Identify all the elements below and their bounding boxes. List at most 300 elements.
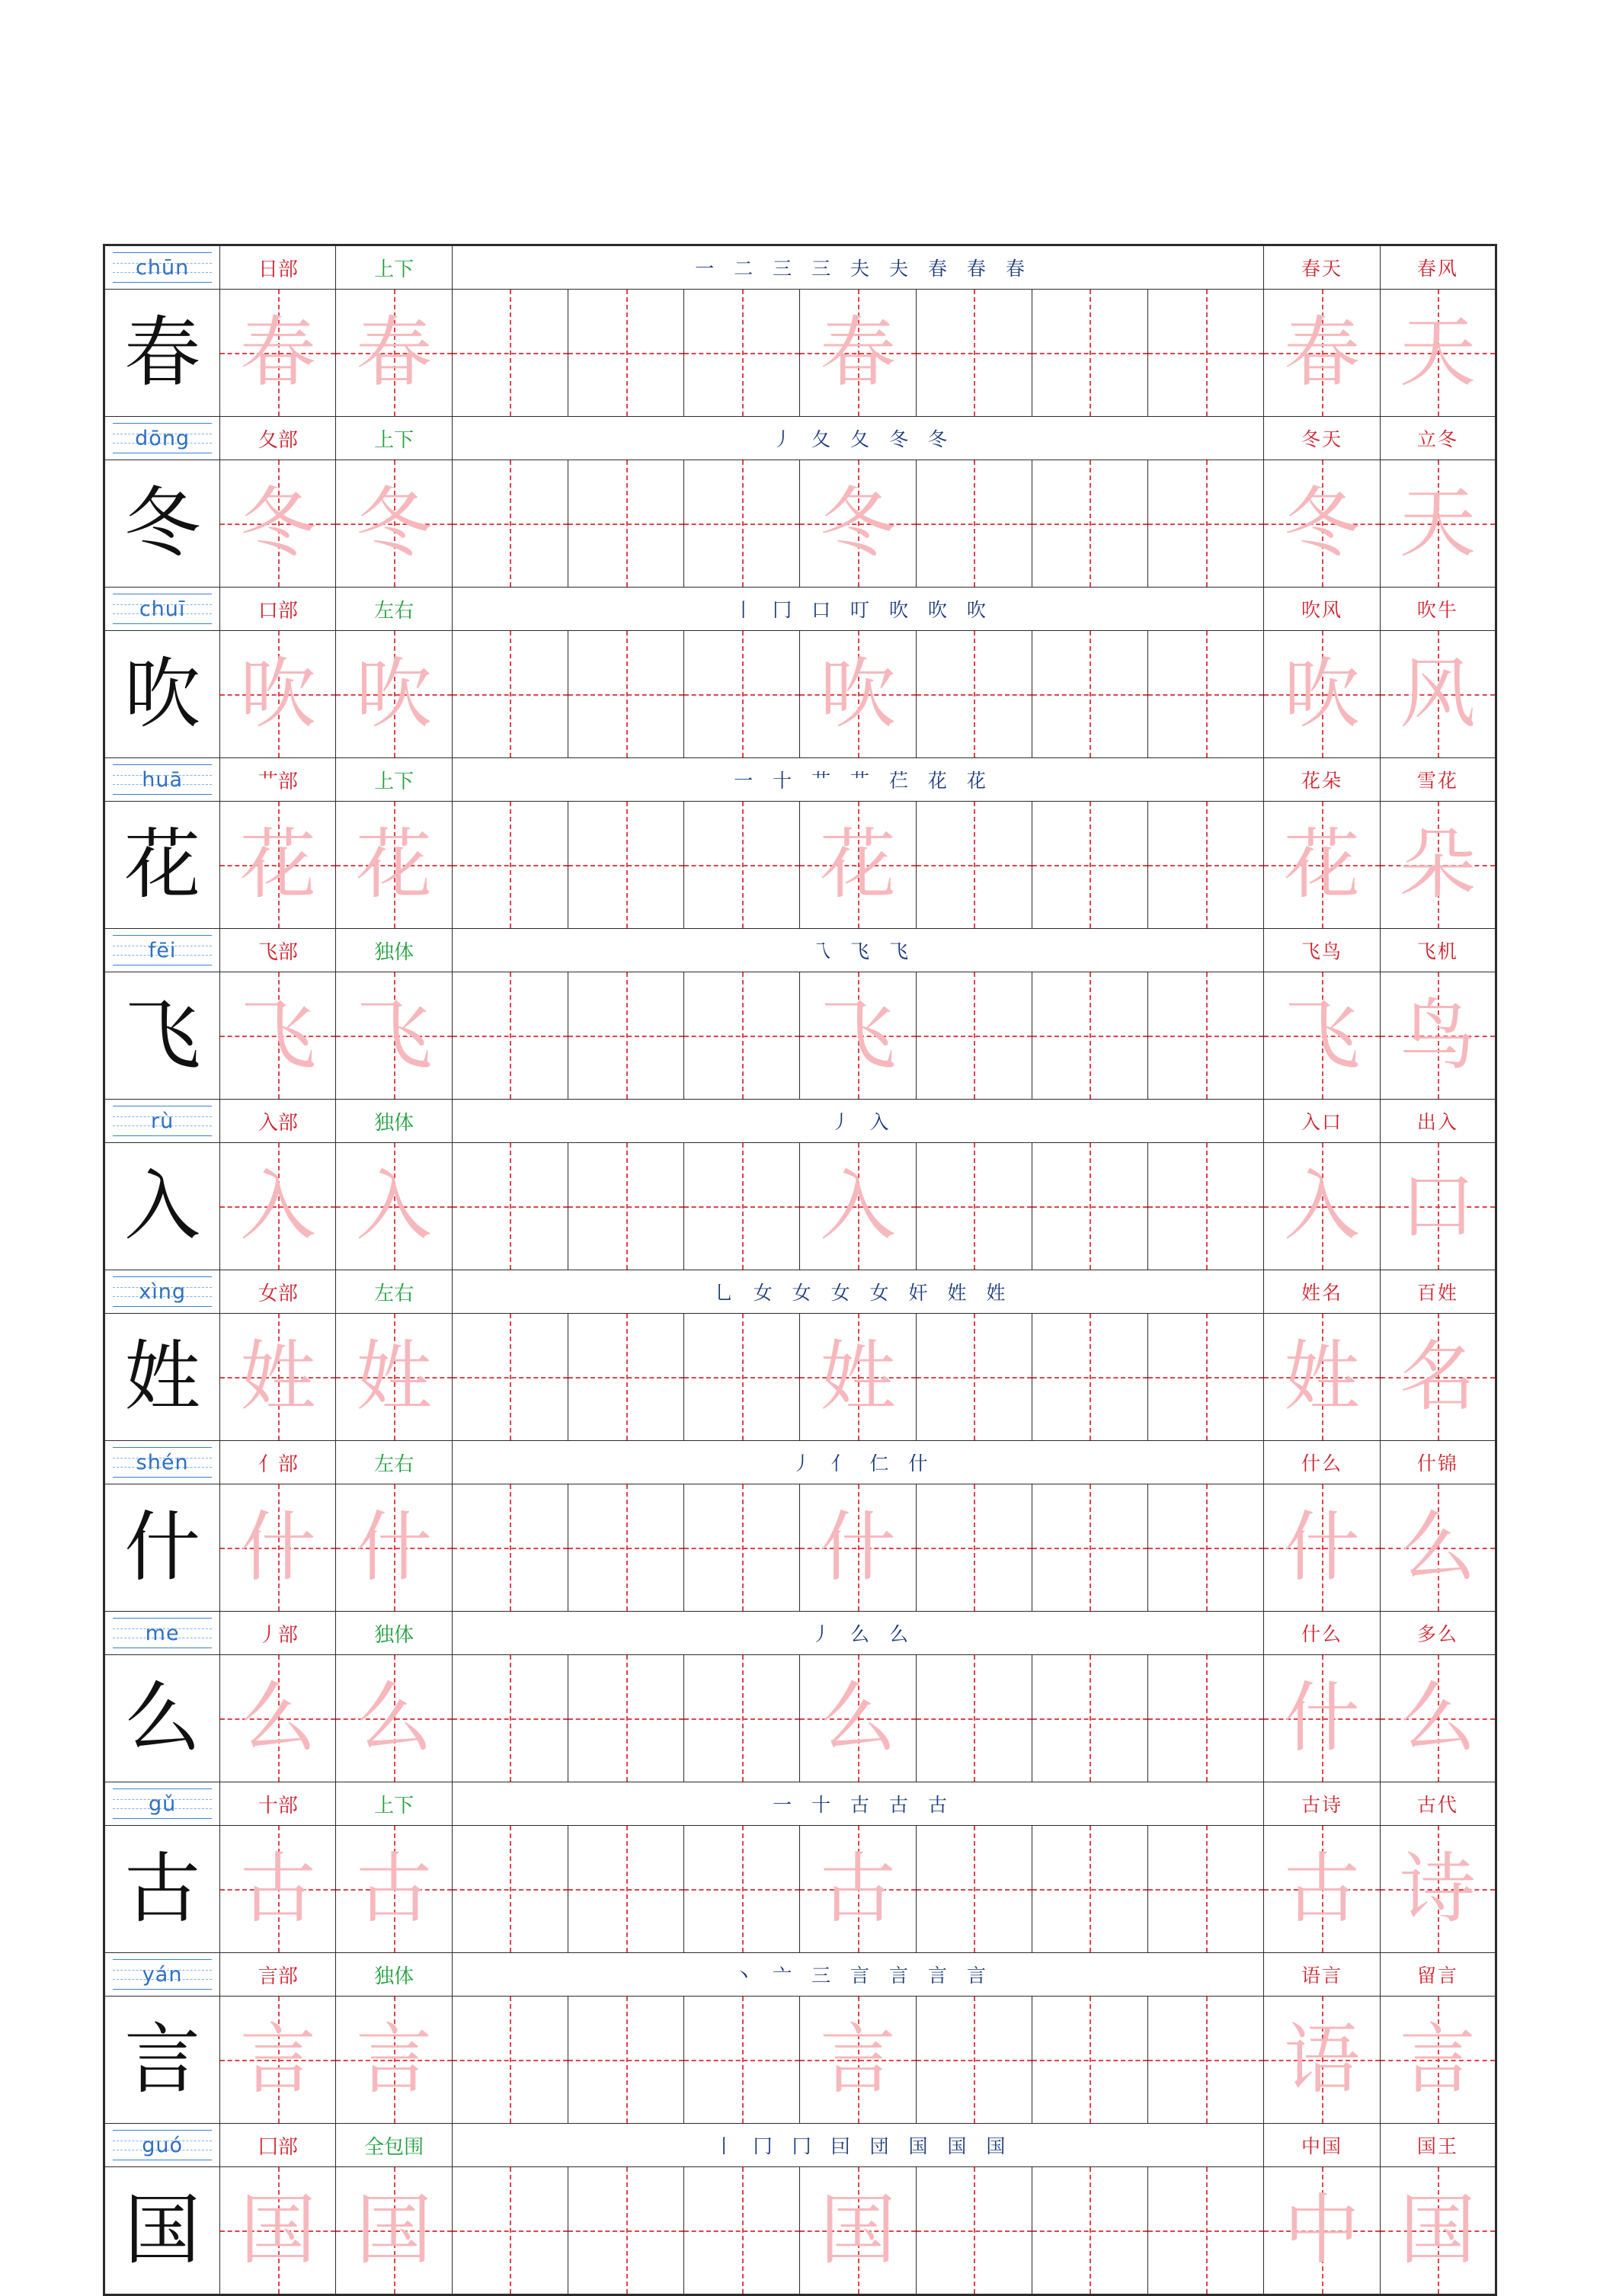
character-practice-row [104,2167,1496,2295]
trace-character-cell[interactable] [800,972,916,1100]
model-character: 入 [124,1161,201,1250]
grid-horizontal-guide [684,2230,799,2232]
structure-cell [336,588,452,631]
empty-practice-cell[interactable] [1032,1655,1147,1782]
trace-character-cell[interactable] [800,631,916,758]
empty-practice-cell[interactable] [568,1314,683,1441]
word-character-cell[interactable] [1380,460,1496,588]
empty-practice-cell[interactable] [568,972,683,1100]
model-character-cell [104,1826,220,1953]
trace-character: 言 [820,2015,897,2104]
radical-cell [220,1782,336,1826]
pinyin-text: rù [151,1109,174,1133]
trace-character-cell[interactable] [336,802,452,929]
word-text: 什么 [1301,1623,1343,1645]
word-text: 国王 [1416,2135,1458,2157]
radical-cell [220,1953,336,1997]
grid-vertical-guide [1206,1655,1208,1782]
pinyin-text: chuī [139,597,186,621]
structure-text: 上下 [374,428,414,452]
grid-vertical-guide [742,802,744,928]
grid-vertical-guide [1090,802,1091,928]
word-character-cell[interactable] [1380,1997,1496,2124]
character-practice-row [104,1314,1496,1441]
trace-character: 国 [820,2186,897,2275]
empty-practice-cell[interactable] [684,802,800,929]
trace-character: 古 [356,1844,433,1933]
trace-character: 春 [820,308,897,397]
empty-practice-cell[interactable] [1148,1484,1264,1612]
word-character: 飞 [1284,991,1361,1080]
word-character: 风 [1399,649,1476,738]
pinyin-text: xìng [139,1279,186,1304]
grid-horizontal-guide [1148,524,1263,525]
empty-practice-cell[interactable] [916,631,1032,758]
grid-vertical-guide [1090,1143,1091,1270]
model-character-cell [104,1655,220,1782]
empty-practice-cell[interactable] [452,802,568,929]
structure-cell [336,2124,452,2167]
grid-vertical-guide [626,1655,628,1782]
trace-character: 言 [239,2015,316,2104]
empty-practice-cell[interactable] [568,460,683,588]
word-character-cell[interactable] [1264,290,1380,417]
model-character-cell [104,631,220,758]
trace-character: 什 [356,1503,433,1592]
trace-character-cell[interactable] [800,802,916,929]
grid-vertical-guide [1206,802,1208,928]
grid-vertical-guide [1206,1997,1208,2123]
empty-practice-cell[interactable] [568,2167,683,2295]
trace-character: 入 [239,1161,316,1250]
trace-character-cell[interactable] [220,460,336,588]
word-character-cell[interactable] [1380,290,1496,417]
empty-practice-cell[interactable] [916,1143,1032,1270]
grid-vertical-guide [974,2167,975,2294]
model-character: 言 [124,2015,201,2104]
word-label-cell [1380,758,1496,802]
empty-practice-cell[interactable] [1032,631,1147,758]
trace-character-cell[interactable] [336,631,452,758]
character-practice-row [104,1655,1496,1782]
trace-character-cell[interactable] [800,460,916,588]
grid-vertical-guide [510,802,511,928]
stroke-order-cell: 一 十 艹 艹 芢 花 花 [452,758,1264,802]
empty-practice-cell[interactable] [1148,972,1264,1100]
trace-character-cell[interactable] [800,290,916,417]
trace-character: 姓 [239,1332,316,1421]
empty-practice-cell[interactable] [916,1484,1032,1612]
empty-practice-cell[interactable] [684,1143,800,1270]
empty-practice-cell[interactable] [684,460,800,588]
grid-vertical-guide [626,2167,628,2294]
word-text: 花朵 [1301,770,1343,792]
radical-text: 日部 [258,258,298,281]
empty-practice-cell[interactable] [1148,1314,1264,1441]
grid-vertical-guide [742,631,744,757]
empty-practice-cell[interactable] [684,972,800,1100]
trace-character-cell[interactable] [336,1997,452,2124]
word-character: 言 [1399,2015,1476,2104]
word-text: 古代 [1416,1794,1458,1816]
word-text: 春天 [1301,258,1343,280]
word-character-cell[interactable] [1264,1314,1380,1441]
empty-practice-cell[interactable] [684,631,800,758]
structure-text: 左右 [374,1282,414,1305]
empty-practice-cell[interactable] [1148,1143,1264,1270]
empty-practice-cell[interactable] [1148,631,1264,758]
empty-practice-cell[interactable] [1148,2167,1264,2295]
empty-practice-cell[interactable] [1032,1826,1147,1953]
grid-horizontal-guide [453,1718,568,1720]
trace-character-cell[interactable] [220,802,336,929]
empty-practice-cell[interactable] [568,290,683,417]
grid-horizontal-guide [1148,1889,1263,1891]
trace-character-cell[interactable] [336,1143,452,1270]
trace-character-cell[interactable] [336,460,452,588]
trace-character: 什 [239,1503,316,1592]
grid-horizontal-guide [453,1377,568,1379]
empty-practice-cell[interactable] [684,1826,800,1953]
empty-practice-cell[interactable] [452,1484,568,1612]
word-character-cell[interactable] [1264,460,1380,588]
grid-horizontal-guide [917,2230,1032,2232]
word-character-cell[interactable] [1264,1484,1380,1612]
empty-practice-cell[interactable] [1148,460,1264,588]
empty-practice-cell[interactable] [452,290,568,417]
radical-text: 亻部 [258,1452,298,1476]
empty-practice-cell[interactable] [916,1314,1032,1441]
grid-vertical-guide [510,1826,511,1952]
trace-character: 花 [239,820,316,909]
trace-character-cell[interactable] [220,1997,336,2124]
word-character-cell[interactable] [1264,631,1380,758]
word-character-cell[interactable] [1264,802,1380,929]
word-character: 什 [1284,1503,1361,1592]
character-info-row [104,1953,1496,1997]
empty-practice-cell[interactable] [1032,1997,1147,2124]
grid-vertical-guide [974,290,975,416]
word-character-cell[interactable] [1380,2167,1496,2295]
empty-practice-cell[interactable] [684,1655,800,1782]
trace-character-cell[interactable] [220,1484,336,1612]
word-text: 姓名 [1301,1282,1343,1304]
trace-character: 冬 [239,479,316,568]
grid-vertical-guide [1090,1997,1091,2123]
word-character-cell[interactable] [1264,1997,1380,2124]
empty-practice-cell[interactable] [916,972,1032,1100]
empty-practice-cell[interactable] [1032,1143,1147,1270]
character-info-row [104,245,1496,290]
word-character: 名 [1399,1332,1476,1421]
radical-text: 囗部 [258,2135,298,2159]
grid-vertical-guide [742,1143,744,1270]
word-character-cell[interactable] [1264,972,1380,1100]
word-character-cell[interactable] [1380,802,1496,929]
model-character: 花 [124,820,201,909]
grid-vertical-guide [510,1484,511,1611]
grid-horizontal-guide [568,1889,683,1891]
grid-vertical-guide [510,1143,511,1270]
structure-text: 独体 [374,1111,414,1135]
empty-practice-cell[interactable] [568,1143,683,1270]
trace-character-cell[interactable] [336,290,452,417]
empty-practice-cell[interactable] [452,1826,568,1953]
pinyin-cell [104,245,220,290]
word-label-cell [1380,1953,1496,1997]
word-text: 多么 [1416,1623,1458,1645]
grid-horizontal-guide [1032,1036,1147,1037]
grid-horizontal-guide [684,1889,799,1891]
empty-practice-cell[interactable] [916,1997,1032,2124]
grid-horizontal-guide [568,694,683,696]
trace-character: 古 [239,1844,316,1933]
empty-practice-cell[interactable] [1148,802,1264,929]
grid-vertical-guide [1090,631,1091,757]
word-text: 吹风 [1301,599,1343,621]
trace-character-cell[interactable] [220,290,336,417]
grid-horizontal-guide [1148,865,1263,866]
structure-text: 上下 [374,1794,414,1817]
trace-character: 冬 [820,479,897,568]
structure-text: 独体 [374,1623,414,1647]
trace-character-cell[interactable] [220,1143,336,1270]
word-text: 飞机 [1416,940,1458,962]
grid-vertical-guide [626,1484,628,1611]
radical-text: 口部 [258,599,298,623]
structure-cell [336,1270,452,1314]
pinyin-text: guó [142,2133,183,2157]
word-text: 雪花 [1416,770,1458,792]
empty-practice-cell[interactable] [452,1143,568,1270]
empty-practice-cell[interactable] [684,2167,800,2295]
word-character-cell[interactable] [1380,1314,1496,1441]
word-character-cell[interactable] [1380,1484,1496,1612]
radical-text: 艹部 [258,770,298,793]
empty-practice-cell[interactable] [1148,290,1264,417]
word-character: 么 [1399,1673,1476,1763]
pinyin-text: yán [142,1962,183,1987]
trace-character-cell[interactable] [220,631,336,758]
empty-practice-cell[interactable] [916,460,1032,588]
model-character-cell [104,972,220,1100]
trace-character: 春 [356,308,433,397]
empty-practice-cell[interactable] [1148,1655,1264,1782]
grid-vertical-guide [626,1143,628,1270]
empty-practice-cell[interactable] [1032,1484,1147,1612]
trace-character: 冬 [356,479,433,568]
character-info-row [104,1270,1496,1314]
trace-character-cell[interactable] [336,1314,452,1441]
grid-vertical-guide [974,1826,975,1952]
empty-practice-cell[interactable] [916,1655,1032,1782]
grid-horizontal-guide [1032,353,1147,354]
trace-character-cell[interactable] [220,972,336,1100]
radical-text: 夂部 [258,428,298,452]
model-character-cell [104,290,220,417]
stroke-order-cell: 丿 入 [452,1100,1264,1143]
empty-practice-cell[interactable] [1148,1997,1264,2124]
empty-practice-cell[interactable] [568,631,683,758]
word-character-cell[interactable] [1380,1826,1496,1953]
trace-character-cell[interactable] [220,1826,336,1953]
word-label-cell [1380,1612,1496,1655]
word-character-cell[interactable] [1380,1655,1496,1782]
empty-practice-cell[interactable] [452,631,568,758]
empty-practice-cell[interactable] [916,2167,1032,2295]
word-text: 语言 [1301,1965,1343,1987]
empty-practice-cell[interactable] [568,1484,683,1612]
grid-vertical-guide [1090,2167,1091,2294]
word-character: 春 [1284,308,1361,397]
pinyin-cell [104,1100,220,1143]
grid-vertical-guide [742,1484,744,1611]
empty-practice-cell[interactable] [1032,460,1147,588]
trace-character-cell[interactable] [220,1314,336,1441]
empty-practice-cell[interactable] [1032,2167,1147,2295]
empty-practice-cell[interactable] [916,290,1032,417]
model-character-cell [104,1997,220,2124]
trace-character-cell[interactable] [800,1484,916,1612]
pinyin-text: shén [136,1450,189,1475]
empty-practice-cell[interactable] [452,1314,568,1441]
trace-character: 么 [820,1673,897,1763]
word-character-cell[interactable] [1380,972,1496,1100]
grid-horizontal-guide [684,353,799,354]
word-character-cell[interactable] [1264,1655,1380,1782]
trace-character-cell[interactable] [800,1655,916,1782]
empty-practice-cell[interactable] [1148,1826,1264,1953]
stroke-order-cell: 丿 亻 仁 什 [452,1441,1264,1484]
radical-cell [220,1612,336,1655]
grid-horizontal-guide [568,2060,683,2061]
empty-practice-cell[interactable] [568,1997,683,2124]
model-character-cell [104,2167,220,2295]
structure-text: 上下 [374,258,414,281]
stroke-order-cell: 乚 女 女 女 女 奸 姓 姓 [452,1270,1264,1314]
grid-vertical-guide [626,290,628,416]
grid-horizontal-guide [1032,694,1147,696]
word-text: 冬天 [1301,428,1343,450]
empty-practice-cell[interactable] [684,1997,800,2124]
trace-character-cell[interactable] [800,1997,916,2124]
trace-character-cell[interactable] [336,1484,452,1612]
structure-cell [336,245,452,290]
empty-practice-cell[interactable] [684,1484,800,1612]
character-practice-row [104,460,1496,588]
trace-character-cell[interactable] [800,2167,916,2295]
grid-horizontal-guide [453,865,568,866]
model-character-cell [104,1484,220,1612]
grid-vertical-guide [510,1314,511,1440]
model-character: 国 [124,2186,201,2275]
empty-practice-cell[interactable] [568,1655,683,1782]
character-practice-row [104,1484,1496,1612]
trace-character-cell[interactable] [336,2167,452,2295]
empty-practice-cell[interactable] [1032,802,1147,929]
character-info-row [104,1100,1496,1143]
empty-practice-cell[interactable] [1032,290,1147,417]
word-label-cell [1380,1441,1496,1484]
empty-practice-cell[interactable] [1032,972,1147,1100]
grid-horizontal-guide [684,1718,799,1720]
grid-vertical-guide [974,460,975,587]
empty-practice-cell[interactable] [684,1314,800,1441]
word-character: 吹 [1284,649,1361,738]
grid-vertical-guide [1090,1826,1091,1952]
grid-horizontal-guide [917,524,1032,525]
empty-practice-cell[interactable] [916,1826,1032,1953]
empty-practice-cell[interactable] [568,802,683,929]
grid-horizontal-guide [917,694,1032,696]
radical-cell [220,245,336,290]
grid-vertical-guide [510,972,511,1099]
grid-horizontal-guide [684,1377,799,1379]
character-info-row [104,758,1496,802]
structure-cell [336,1441,452,1484]
grid-horizontal-guide [684,1548,799,1549]
word-label-cell [1264,245,1380,290]
model-character: 飞 [124,991,201,1080]
trace-character-cell[interactable] [220,1655,336,1782]
trace-character-cell[interactable] [336,1655,452,1782]
trace-character-cell[interactable] [800,1143,916,1270]
grid-horizontal-guide [568,1377,683,1379]
word-character-cell[interactable] [1264,1143,1380,1270]
empty-practice-cell[interactable] [452,460,568,588]
empty-practice-cell[interactable] [916,802,1032,929]
model-character-cell [104,460,220,588]
structure-text: 左右 [374,1452,414,1476]
word-character: 天 [1399,308,1476,397]
word-label-cell [1264,1782,1380,1826]
grid-vertical-guide [742,1655,744,1782]
empty-practice-cell[interactable] [568,1826,683,1953]
grid-vertical-guide [626,1997,628,2123]
word-character-cell[interactable] [1380,631,1496,758]
stroke-order-cell: 丿 么 么 [452,1612,1264,1655]
trace-character: 吹 [239,649,316,738]
trace-character-cell[interactable] [220,2167,336,2295]
empty-practice-cell[interactable] [452,1997,568,2124]
grid-vertical-guide [1206,1826,1208,1952]
character-info-row [104,2124,1496,2167]
word-character: 古 [1284,1844,1361,1933]
word-character-cell[interactable] [1380,1143,1496,1270]
trace-character-cell[interactable] [800,1826,916,1953]
grid-vertical-guide [626,972,628,1099]
trace-character-cell[interactable] [336,972,452,1100]
grid-horizontal-guide [1148,1377,1263,1379]
empty-practice-cell[interactable] [452,1655,568,1782]
grid-horizontal-guide [917,865,1032,866]
model-character: 冬 [124,479,201,568]
word-character-cell[interactable] [1264,2167,1380,2295]
radical-cell [220,929,336,972]
radical-cell [220,417,336,460]
word-character-cell[interactable] [1264,1826,1380,1953]
trace-character-cell[interactable] [336,1826,452,1953]
trace-character-cell[interactable] [800,1314,916,1441]
word-character: 冬 [1284,479,1361,568]
empty-practice-cell[interactable] [1032,1314,1147,1441]
pinyin-text: gǔ [148,1792,177,1816]
grid-vertical-guide [1090,972,1091,1099]
empty-practice-cell[interactable] [684,290,800,417]
empty-practice-cell[interactable] [452,2167,568,2295]
grid-horizontal-guide [568,353,683,354]
empty-practice-cell[interactable] [452,972,568,1100]
